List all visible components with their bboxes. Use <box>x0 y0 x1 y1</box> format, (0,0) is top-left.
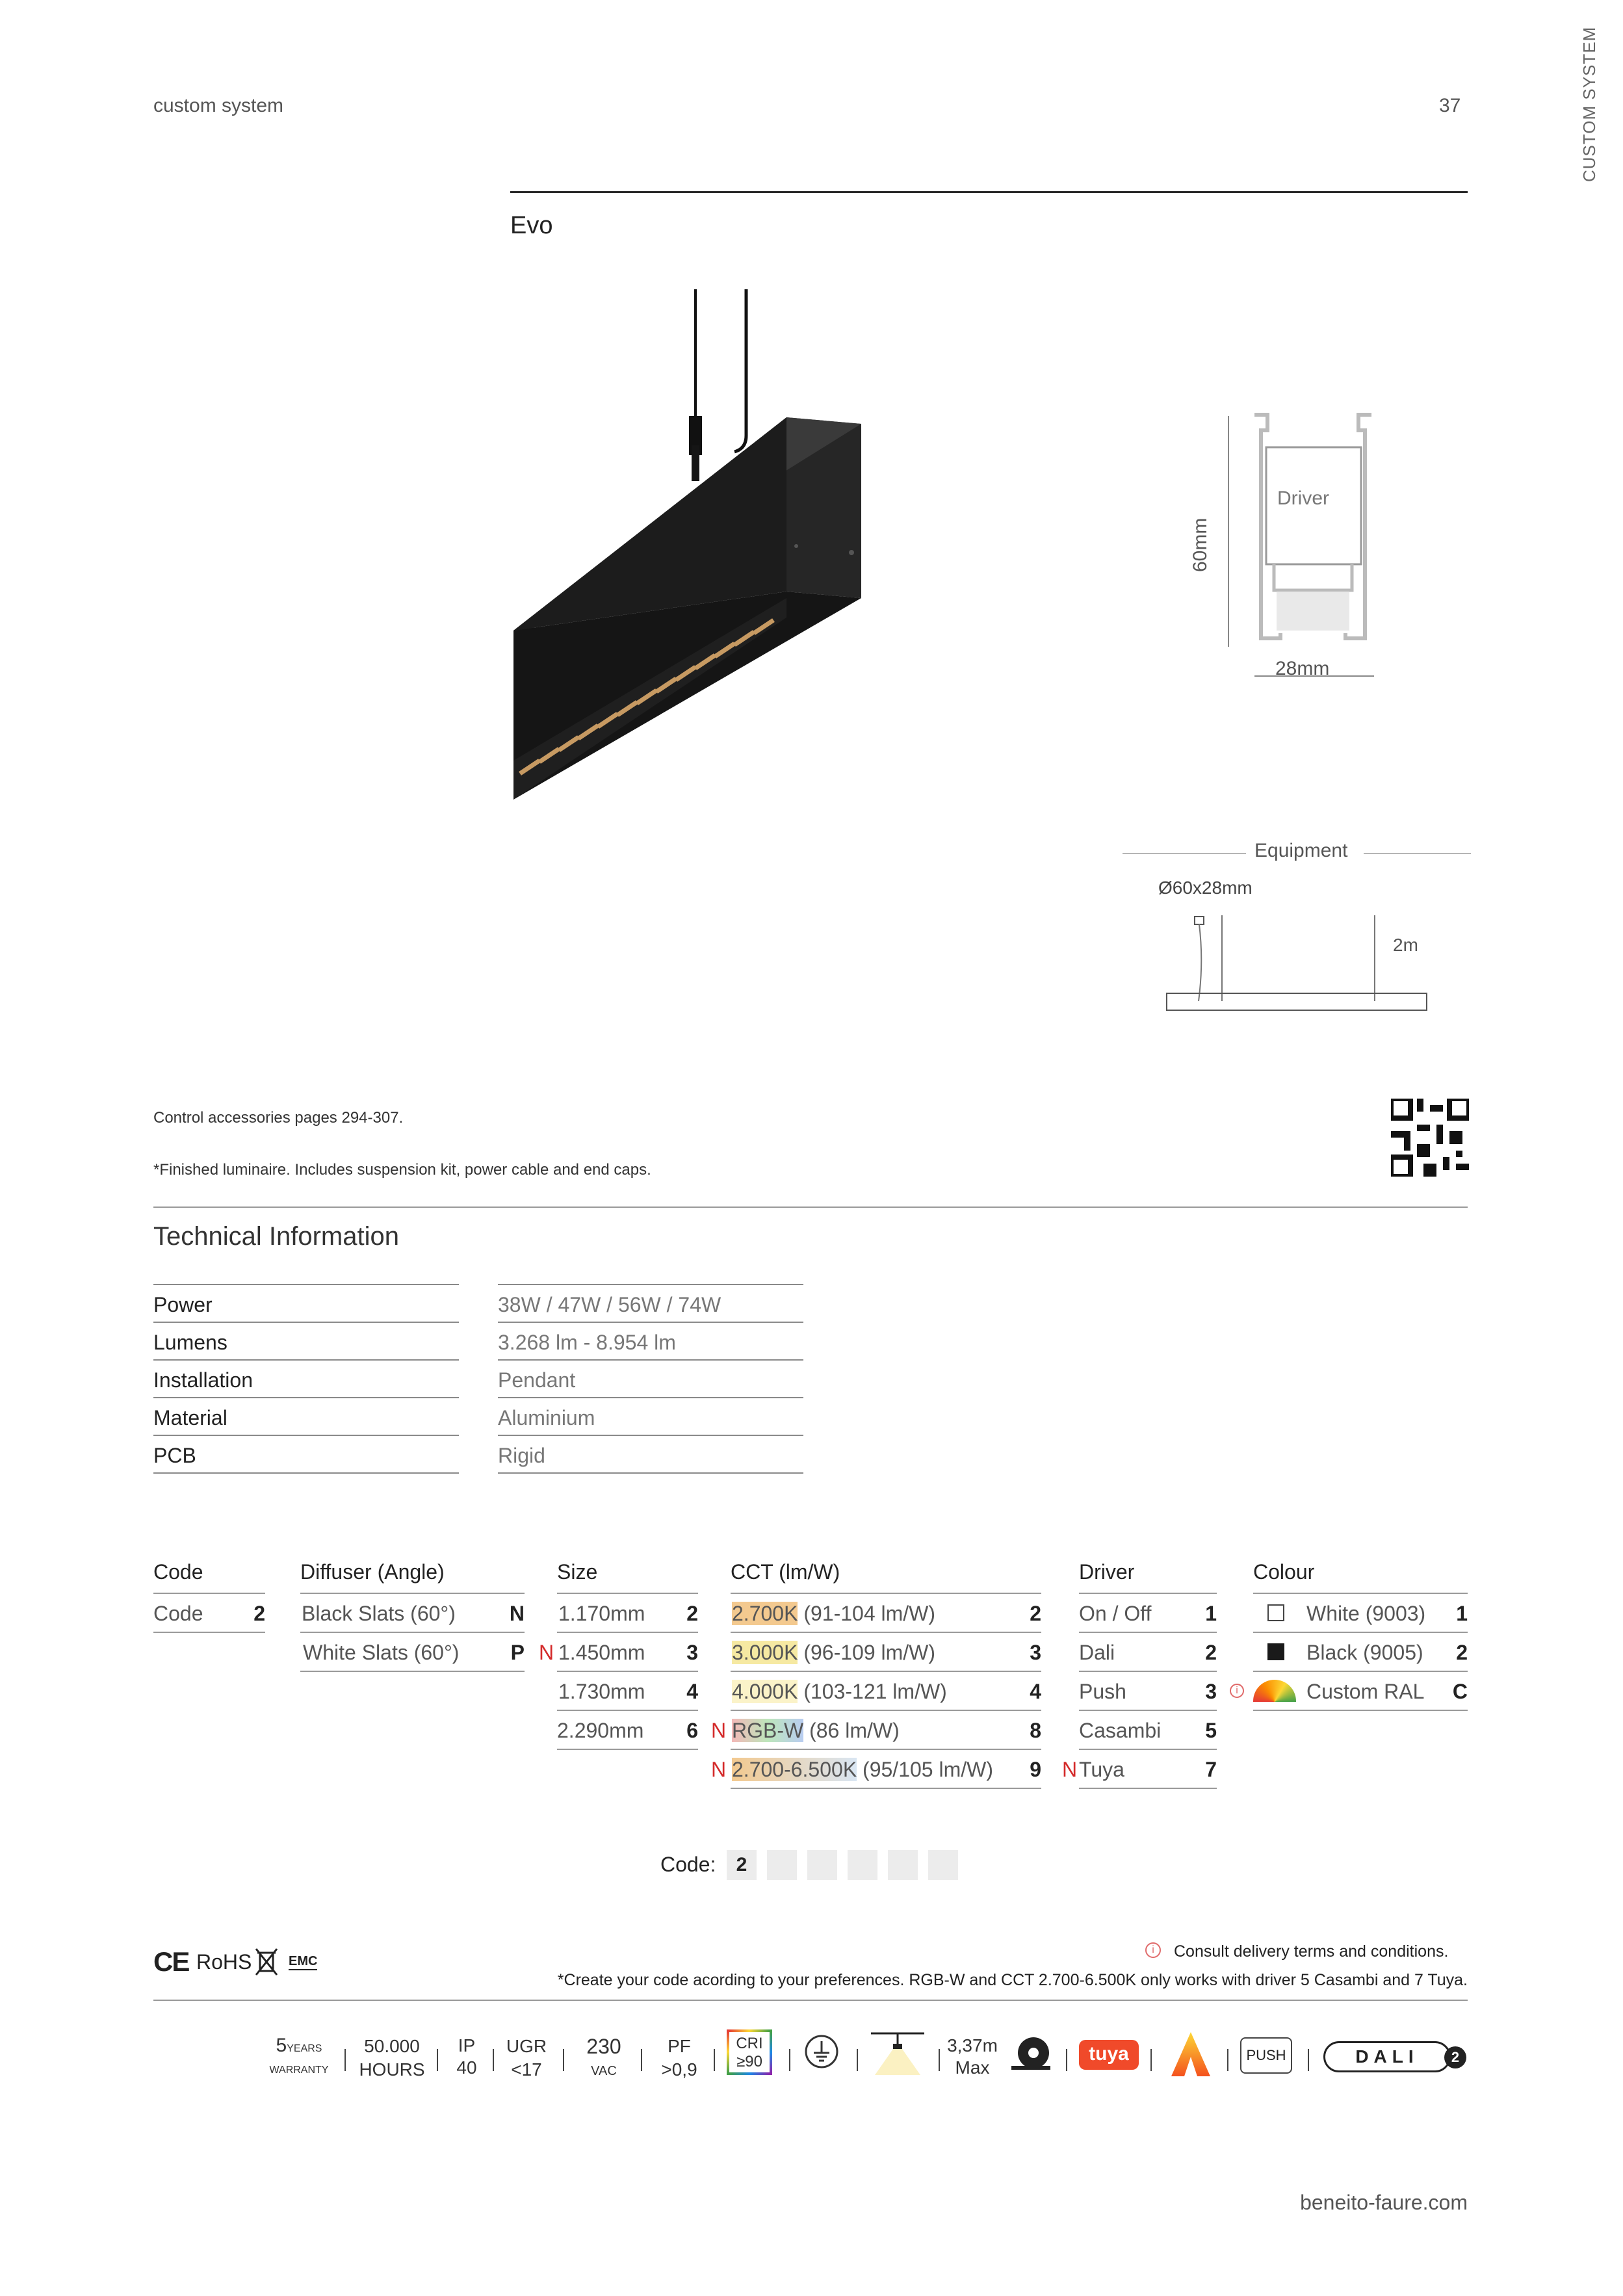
ugr-badge: UGR <17 <box>506 2036 547 2080</box>
driver-row: N Tuya 7 <box>1079 1750 1217 1789</box>
separator <box>714 2049 715 2071</box>
dali-logo-icon: DALI <box>1323 2041 1451 2072</box>
equipment-title: Equipment <box>1254 840 1348 861</box>
profile-width: 28mm <box>1275 658 1330 679</box>
cable-length: 2m <box>1393 935 1418 955</box>
size-row: 1.170mm 2 <box>557 1594 698 1633</box>
driver-row: Push 3 <box>1079 1672 1217 1711</box>
saw-cut-icon <box>1007 2031 1053 2076</box>
section-title: custom system <box>153 95 284 116</box>
info-icon: i <box>1145 1942 1161 1958</box>
separator <box>939 2049 940 2071</box>
qr-code[interactable] <box>1391 1099 1469 1177</box>
equipment-rule-right <box>1364 853 1471 854</box>
separator <box>641 2049 642 2071</box>
equipment-size: Ø60x28mm <box>1158 878 1253 898</box>
info-icon: i <box>1230 1684 1244 1698</box>
cri-badge: CRI ≥90 <box>727 2029 772 2075</box>
size-row: N 1.450mm 3 <box>557 1633 698 1672</box>
pendant-light-icon <box>868 2029 927 2079</box>
size-row: 2.290mm 6 <box>557 1711 698 1750</box>
rohs-mark: RoHS <box>196 1950 252 1974</box>
separator <box>1308 2049 1309 2071</box>
size-row: 1.730mm 4 <box>557 1672 698 1711</box>
colour-row: i Custom RAL C <box>1253 1672 1468 1711</box>
code-builder[interactable] <box>727 1850 961 1880</box>
code-slot-4[interactable] <box>848 1850 877 1880</box>
profile-height: 60mm <box>1189 517 1211 572</box>
code-slot-3[interactable] <box>807 1850 837 1880</box>
hours-badge: 50.000 HOURS <box>359 2036 425 2080</box>
finished-note: *Finished luminaire. Includes suspension kit, power cable and end caps. <box>153 1161 651 1179</box>
technical-title: Technical Information <box>153 1222 399 1251</box>
footer-divider <box>153 2000 1468 2001</box>
create-code-note: *Create your code acording to your preferences. RGB-W and CCT 2.700-6.500K only works with driver 5 Casambi and 7 Tuya. <box>557 1971 1468 1989</box>
driver-row: Casambi 5 <box>1079 1711 1217 1750</box>
code-slot-5[interactable] <box>888 1850 918 1880</box>
cct-row: 2.700K (91-104 lm/W) 2 <box>731 1594 1041 1633</box>
push-badge: PUSH <box>1240 2037 1292 2074</box>
equipment-diagram <box>1157 910 1430 1021</box>
separator <box>344 2049 346 2071</box>
separator <box>563 2049 564 2071</box>
cct-row: 3.000K (96-109 lm/W) 3 <box>731 1633 1041 1672</box>
colour-row: White (9003) 1 <box>1253 1594 1468 1633</box>
separator <box>1150 2049 1152 2071</box>
consult-note: Consult delivery terms and conditions. <box>1174 1942 1449 1961</box>
code-slot-1[interactable]: 2 <box>727 1850 757 1880</box>
ral-colour-fan-icon <box>1253 1680 1296 1702</box>
driver-label: Driver <box>1277 488 1329 509</box>
ground-earth-icon <box>803 2033 840 2070</box>
separator <box>1227 2049 1228 2071</box>
max-length-badge: 3,37m Max <box>947 2035 998 2078</box>
code-builder-label: Code: <box>660 1853 716 1876</box>
driver-row: Dali 2 <box>1079 1633 1217 1672</box>
black-swatch-icon <box>1267 1643 1284 1660</box>
product-image <box>500 280 877 800</box>
separator <box>789 2049 790 2071</box>
separator <box>1066 2049 1067 2071</box>
cct-row: N RGB-W (86 lm/W) 8 <box>731 1711 1041 1750</box>
dali-version-icon: 2 <box>1444 2046 1466 2068</box>
code-row: Code 2 <box>153 1594 265 1633</box>
diffuser-row: Black Slats (60°) N <box>300 1594 525 1633</box>
code-slot-6[interactable] <box>928 1850 958 1880</box>
separator <box>437 2049 438 2071</box>
driver-row: On / Off 1 <box>1079 1594 1217 1633</box>
voltage-badge: 230 VAC <box>586 2035 621 2078</box>
ip-badge: IP 40 <box>456 2035 477 2078</box>
tech-top-rule-right <box>498 1284 803 1285</box>
separator <box>493 2049 494 2071</box>
pf-badge: PF >0,9 <box>661 2036 697 2080</box>
tech-top-rule-left <box>153 1284 459 1285</box>
cct-row: N 2.700-6.500K (95/105 lm/W) 9 <box>731 1750 1041 1789</box>
colour-row: Black (9005) 2 <box>1253 1633 1468 1672</box>
tuya-logo-icon: tuya <box>1079 2040 1139 2070</box>
profile-diagram <box>1189 403 1384 689</box>
equipment-rule-left <box>1123 853 1246 854</box>
emc-mark-icon: EMC <box>289 1954 317 1970</box>
code-slot-2[interactable] <box>767 1850 797 1880</box>
separator <box>857 2049 858 2071</box>
page-number: 37 <box>1439 95 1461 116</box>
weee-bin-icon <box>253 1946 279 1979</box>
accessories-note: Control accessories pages 294-307. <box>153 1109 404 1127</box>
section-divider <box>153 1207 1468 1208</box>
title-rule <box>510 191 1468 193</box>
diffuser-row: White Slats (60°) P <box>300 1633 525 1672</box>
white-swatch-icon <box>1267 1604 1284 1621</box>
casambi-logo-icon <box>1170 2031 1212 2078</box>
website-link[interactable]: beneito-faure.com <box>1300 2191 1468 2214</box>
ce-mark-icon: CE <box>153 1946 189 1977</box>
cct-row: 4.000K (103-121 lm/W) 4 <box>731 1672 1041 1711</box>
product-name: Evo <box>510 212 553 239</box>
side-tab: CUSTOM SYSTEM <box>1579 26 1599 182</box>
warranty-badge: 5YEARS WARRANTY <box>269 2035 329 2076</box>
